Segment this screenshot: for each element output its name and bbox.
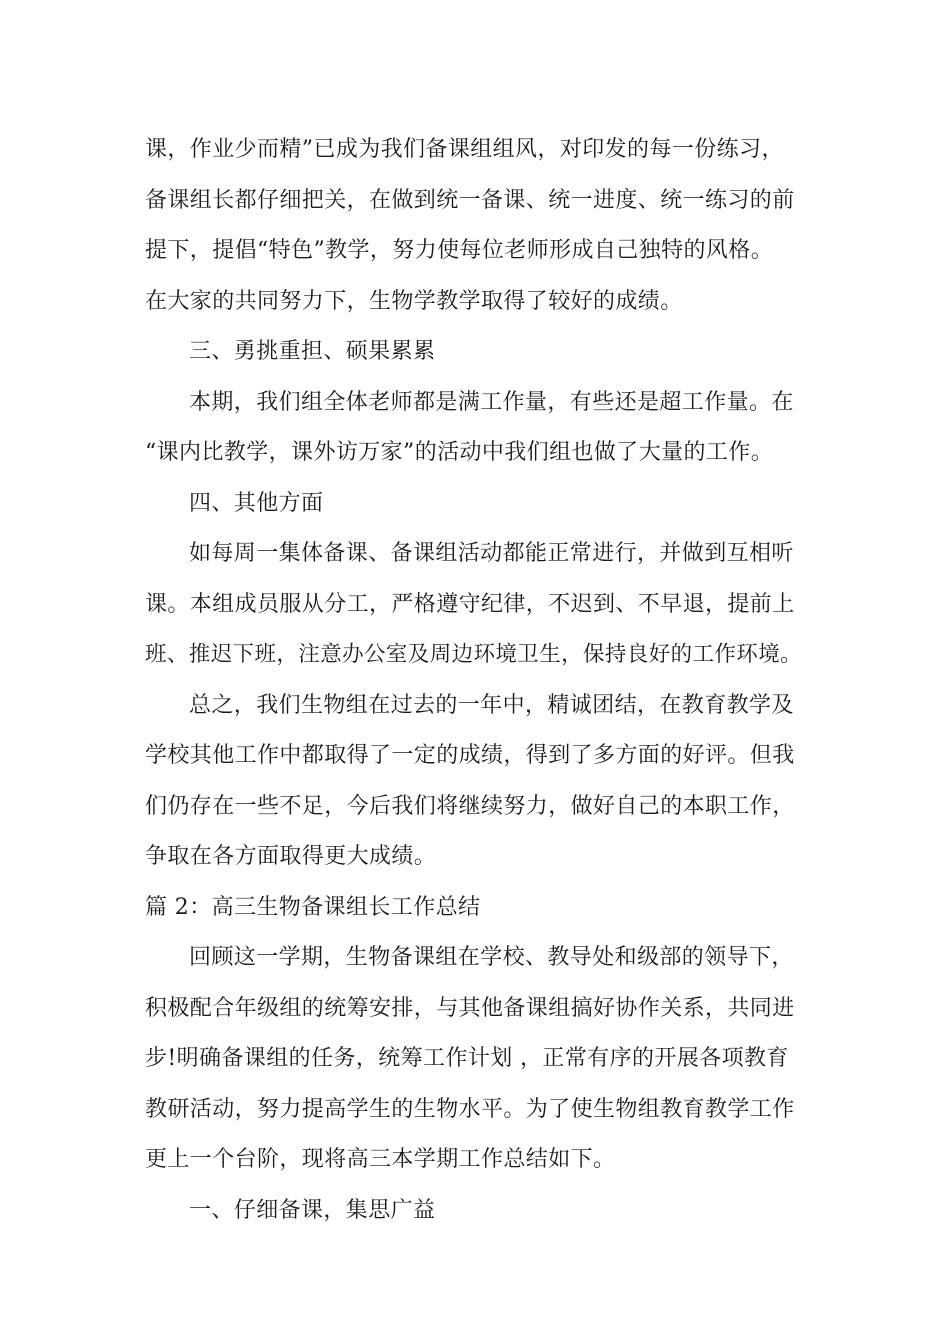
text-line: 步!明确备课组的任务，统筹工作计划 ，正常有序的开展各项教育 [145,1046,789,1071]
text-line: 篇 2：高三生物备课组长工作总结 [145,894,481,920]
text-line: 在大家的共同努力下，生物学教学取得了较好的成绩。 [145,288,683,314]
text-line: 提下，提倡“特色”教学，努力使每位老师形成自己独特的风格。 [145,238,774,263]
text-line: 教研活动，努力提高学生的生物水平。为了使生物组教育教学工作 [145,1096,795,1122]
text-line: 争取在各方面取得更大成绩。 [145,844,437,869]
text-line: 如每周一集体备课、备课组活动都能正常进行，并做到互相听 [189,541,794,566]
text-line: 积极配合年级组的统筹安排，与其他备课组搞好协作关系，共同进 [145,995,795,1021]
text-line: 总之，我们生物组在过去的一年中，精诚团结，在教育教学及 [189,692,794,718]
text-line: 本期，我们组全体老师都是满工作量，有些还是超工作量。在 [189,389,794,415]
text-line: 们仍存在一些不足，今后我们将继续努力，做好自己的本职工作， [145,793,795,819]
text-line: 课。本组成员服从分工，严格遵守纪律，不迟到、不早退，提前上 [145,591,795,617]
text-line: 更上一个台阶，现将高三本学期工作总结如下。 [145,1147,616,1172]
text-line: “课内比教学，课外访万家”的活动中我们组也做了大量的工作。 [145,440,774,465]
text-line: 备课组长都仔细把关，在做到统一备课、统一进度、统一练习的前 [145,187,795,213]
text-line: 三、勇挑重担、硕果累累 [189,339,436,364]
text-line: 四、其他方面 [189,490,324,516]
text-line: 课，作业少而精”已成为我们备课组组风，对印发的每一份练习， [145,137,784,162]
document-body [145,127,810,1238]
text-line: 班、推迟下班，注意办公室及周边环境卫生，保持良好的工作环境。 [145,642,803,667]
text-line: 学校其他工作中都取得了一定的成绩，得到了多方面的好评。但我 [145,743,795,768]
text-line: 一、仔细备课，集思广益 [189,1197,436,1223]
text-line: 回顾这一学期，生物备课组在学校、教导处和级部的领导下， [189,945,794,970]
